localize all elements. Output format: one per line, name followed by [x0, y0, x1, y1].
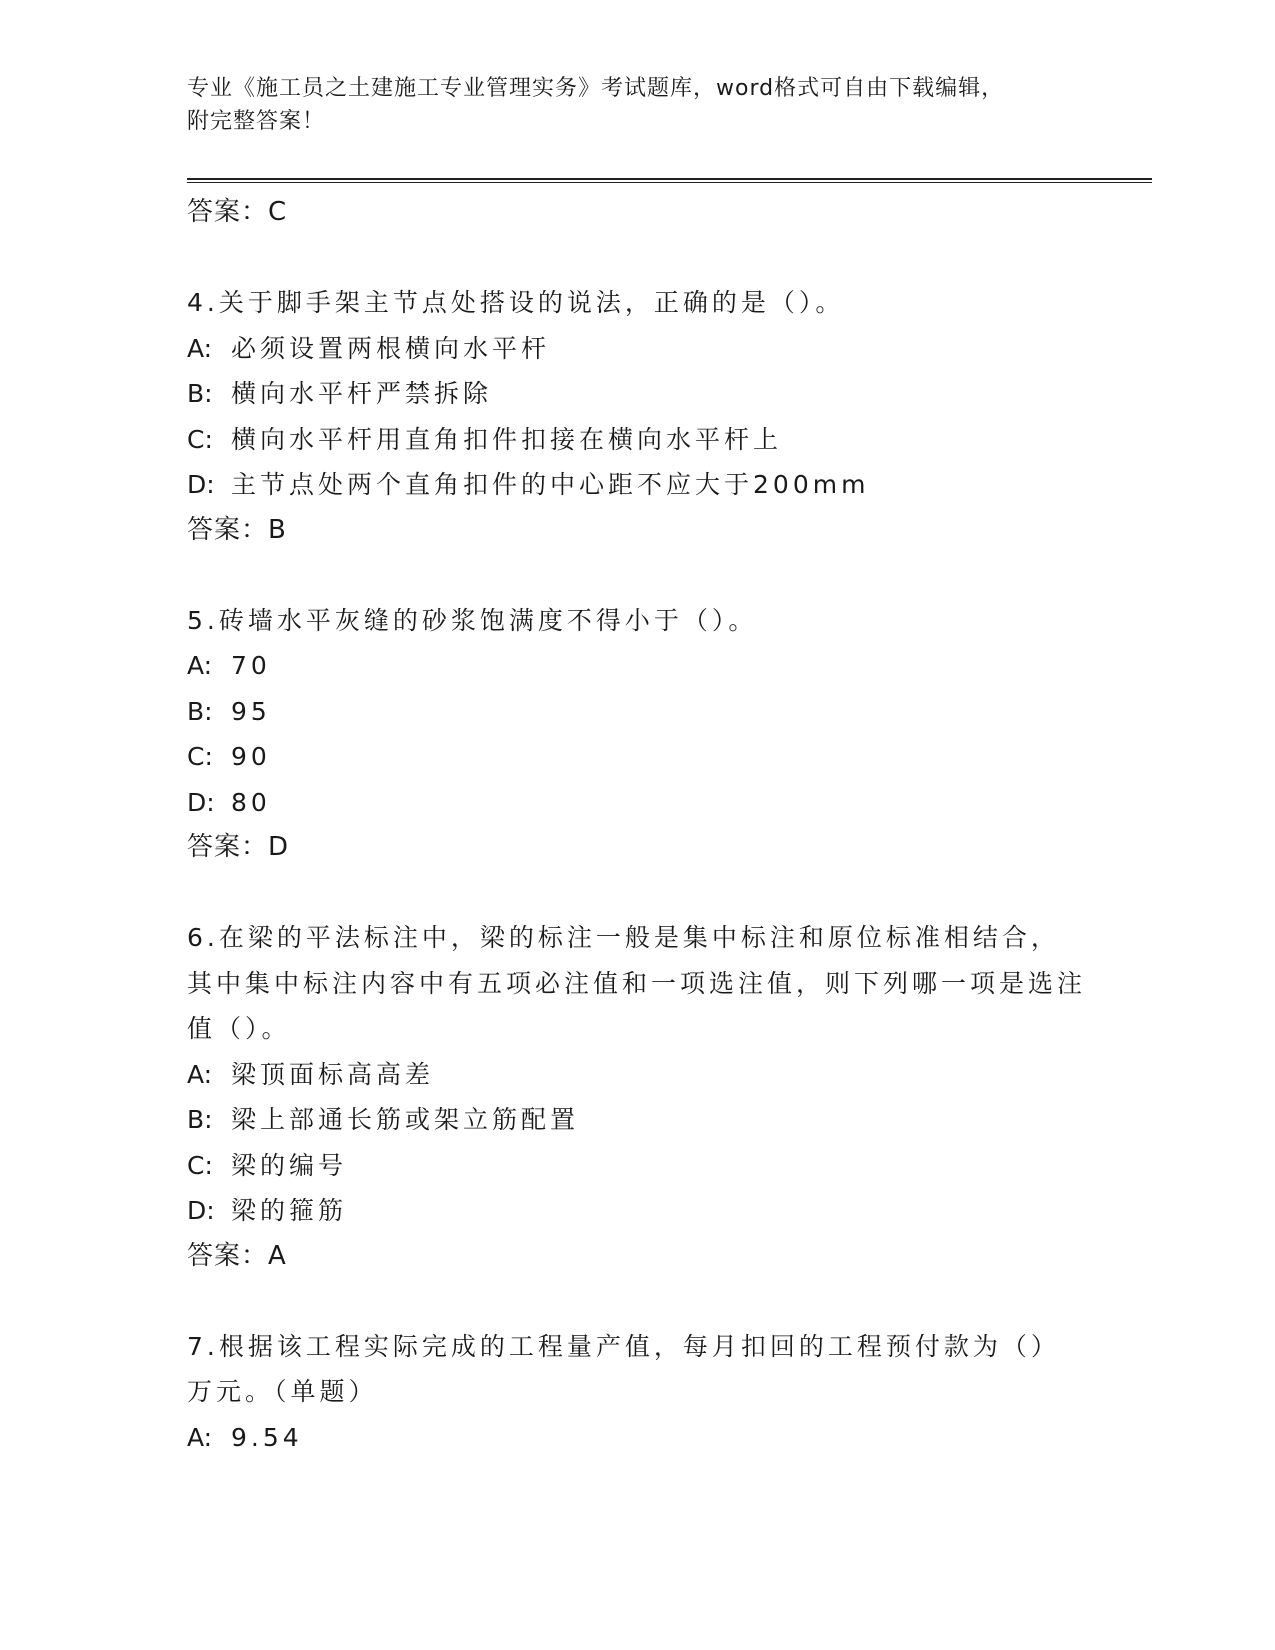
- option-letter: D:: [187, 470, 215, 499]
- option-letter: A:: [187, 651, 213, 680]
- option-text: 必须设置两根横向水平杆: [231, 333, 551, 363]
- answer-line: 答案：A: [187, 1240, 287, 1271]
- option-letter: C:: [187, 424, 213, 454]
- option-text: 主节点处两个直角扣件的中心距不应大于200mm: [231, 470, 870, 499]
- option-a: [187, 1415, 1087, 1461]
- question-stem: 7.根据该工程实际完成的工程量产值，每月扣回的工程预付款为（）万元。（单题）: [187, 1331, 1060, 1406]
- option-letter: D:: [187, 787, 215, 817]
- option-text: 80: [231, 787, 271, 817]
- option-letter: B:: [187, 1105, 213, 1134]
- option-text: 梁的箍筋: [231, 1196, 348, 1225]
- option-c: [187, 1143, 1087, 1189]
- option-letter: D:: [187, 1196, 215, 1225]
- question-item: [187, 915, 1087, 1279]
- option-d: [187, 462, 1087, 508]
- option-text: 70: [231, 651, 271, 680]
- question-stem: 5.砖墙水平灰缝的砂浆饱满度不得小于（）。: [187, 605, 758, 635]
- answer-line: 答案：C: [187, 197, 288, 227]
- option-letter: C:: [187, 1150, 213, 1180]
- question-item: [187, 598, 1087, 871]
- option-text: 横向水平杆严禁拆除: [231, 379, 493, 408]
- header-divider-thin: [187, 182, 1152, 183]
- question-stem: 6.在梁的平法标注中，梁的标注一般是集中标注和原位标准相结合，其中集中标注内容中有五项必注值和一项选注值，则下列哪一项是选注值（）。: [187, 923, 1087, 1043]
- option-text: 横向水平杆用直角扣件扣接在横向水平杆上: [231, 424, 783, 454]
- question-item: [187, 1324, 1087, 1461]
- option-a: [187, 326, 1087, 372]
- option-letter: C:: [187, 742, 213, 771]
- answer-line: 答案：D: [187, 832, 290, 862]
- header-line-2: 附完整答案！: [187, 109, 326, 134]
- option-text: 90: [231, 742, 271, 771]
- option-c: [187, 734, 1087, 780]
- option-text: 梁顶面标高高差: [231, 1059, 435, 1089]
- document-header: [187, 72, 1087, 138]
- question-item: [187, 280, 1087, 553]
- question-list: [187, 190, 1087, 1460]
- option-a: [187, 1052, 1087, 1098]
- option-letter: B:: [187, 379, 213, 408]
- option-letter: A:: [187, 1059, 213, 1089]
- option-b: [187, 689, 1087, 735]
- option-b: [187, 371, 1087, 417]
- option-c: [187, 417, 1087, 463]
- option-d: [187, 780, 1087, 826]
- option-text: 梁的编号: [231, 1150, 348, 1180]
- header-divider: [187, 178, 1152, 180]
- question-stem: 4.关于脚手架主节点处搭设的说法，正确的是（）。: [187, 288, 845, 317]
- answer-line: 答案：B: [187, 514, 287, 545]
- option-b: [187, 1097, 1087, 1143]
- option-letter: A:: [187, 1422, 213, 1452]
- option-text: 95: [231, 696, 271, 726]
- option-d: [187, 1188, 1087, 1234]
- option-a: [187, 643, 1087, 689]
- option-text: 梁上部通长筋或架立筋配置: [231, 1105, 580, 1134]
- option-text: 9.54: [231, 1422, 303, 1452]
- option-letter: A:: [187, 333, 213, 363]
- header-line-1: 专业《施工员之土建施工专业管理实务》考试题库，word格式可自由下载编辑，: [187, 76, 1005, 101]
- option-letter: B:: [187, 696, 213, 726]
